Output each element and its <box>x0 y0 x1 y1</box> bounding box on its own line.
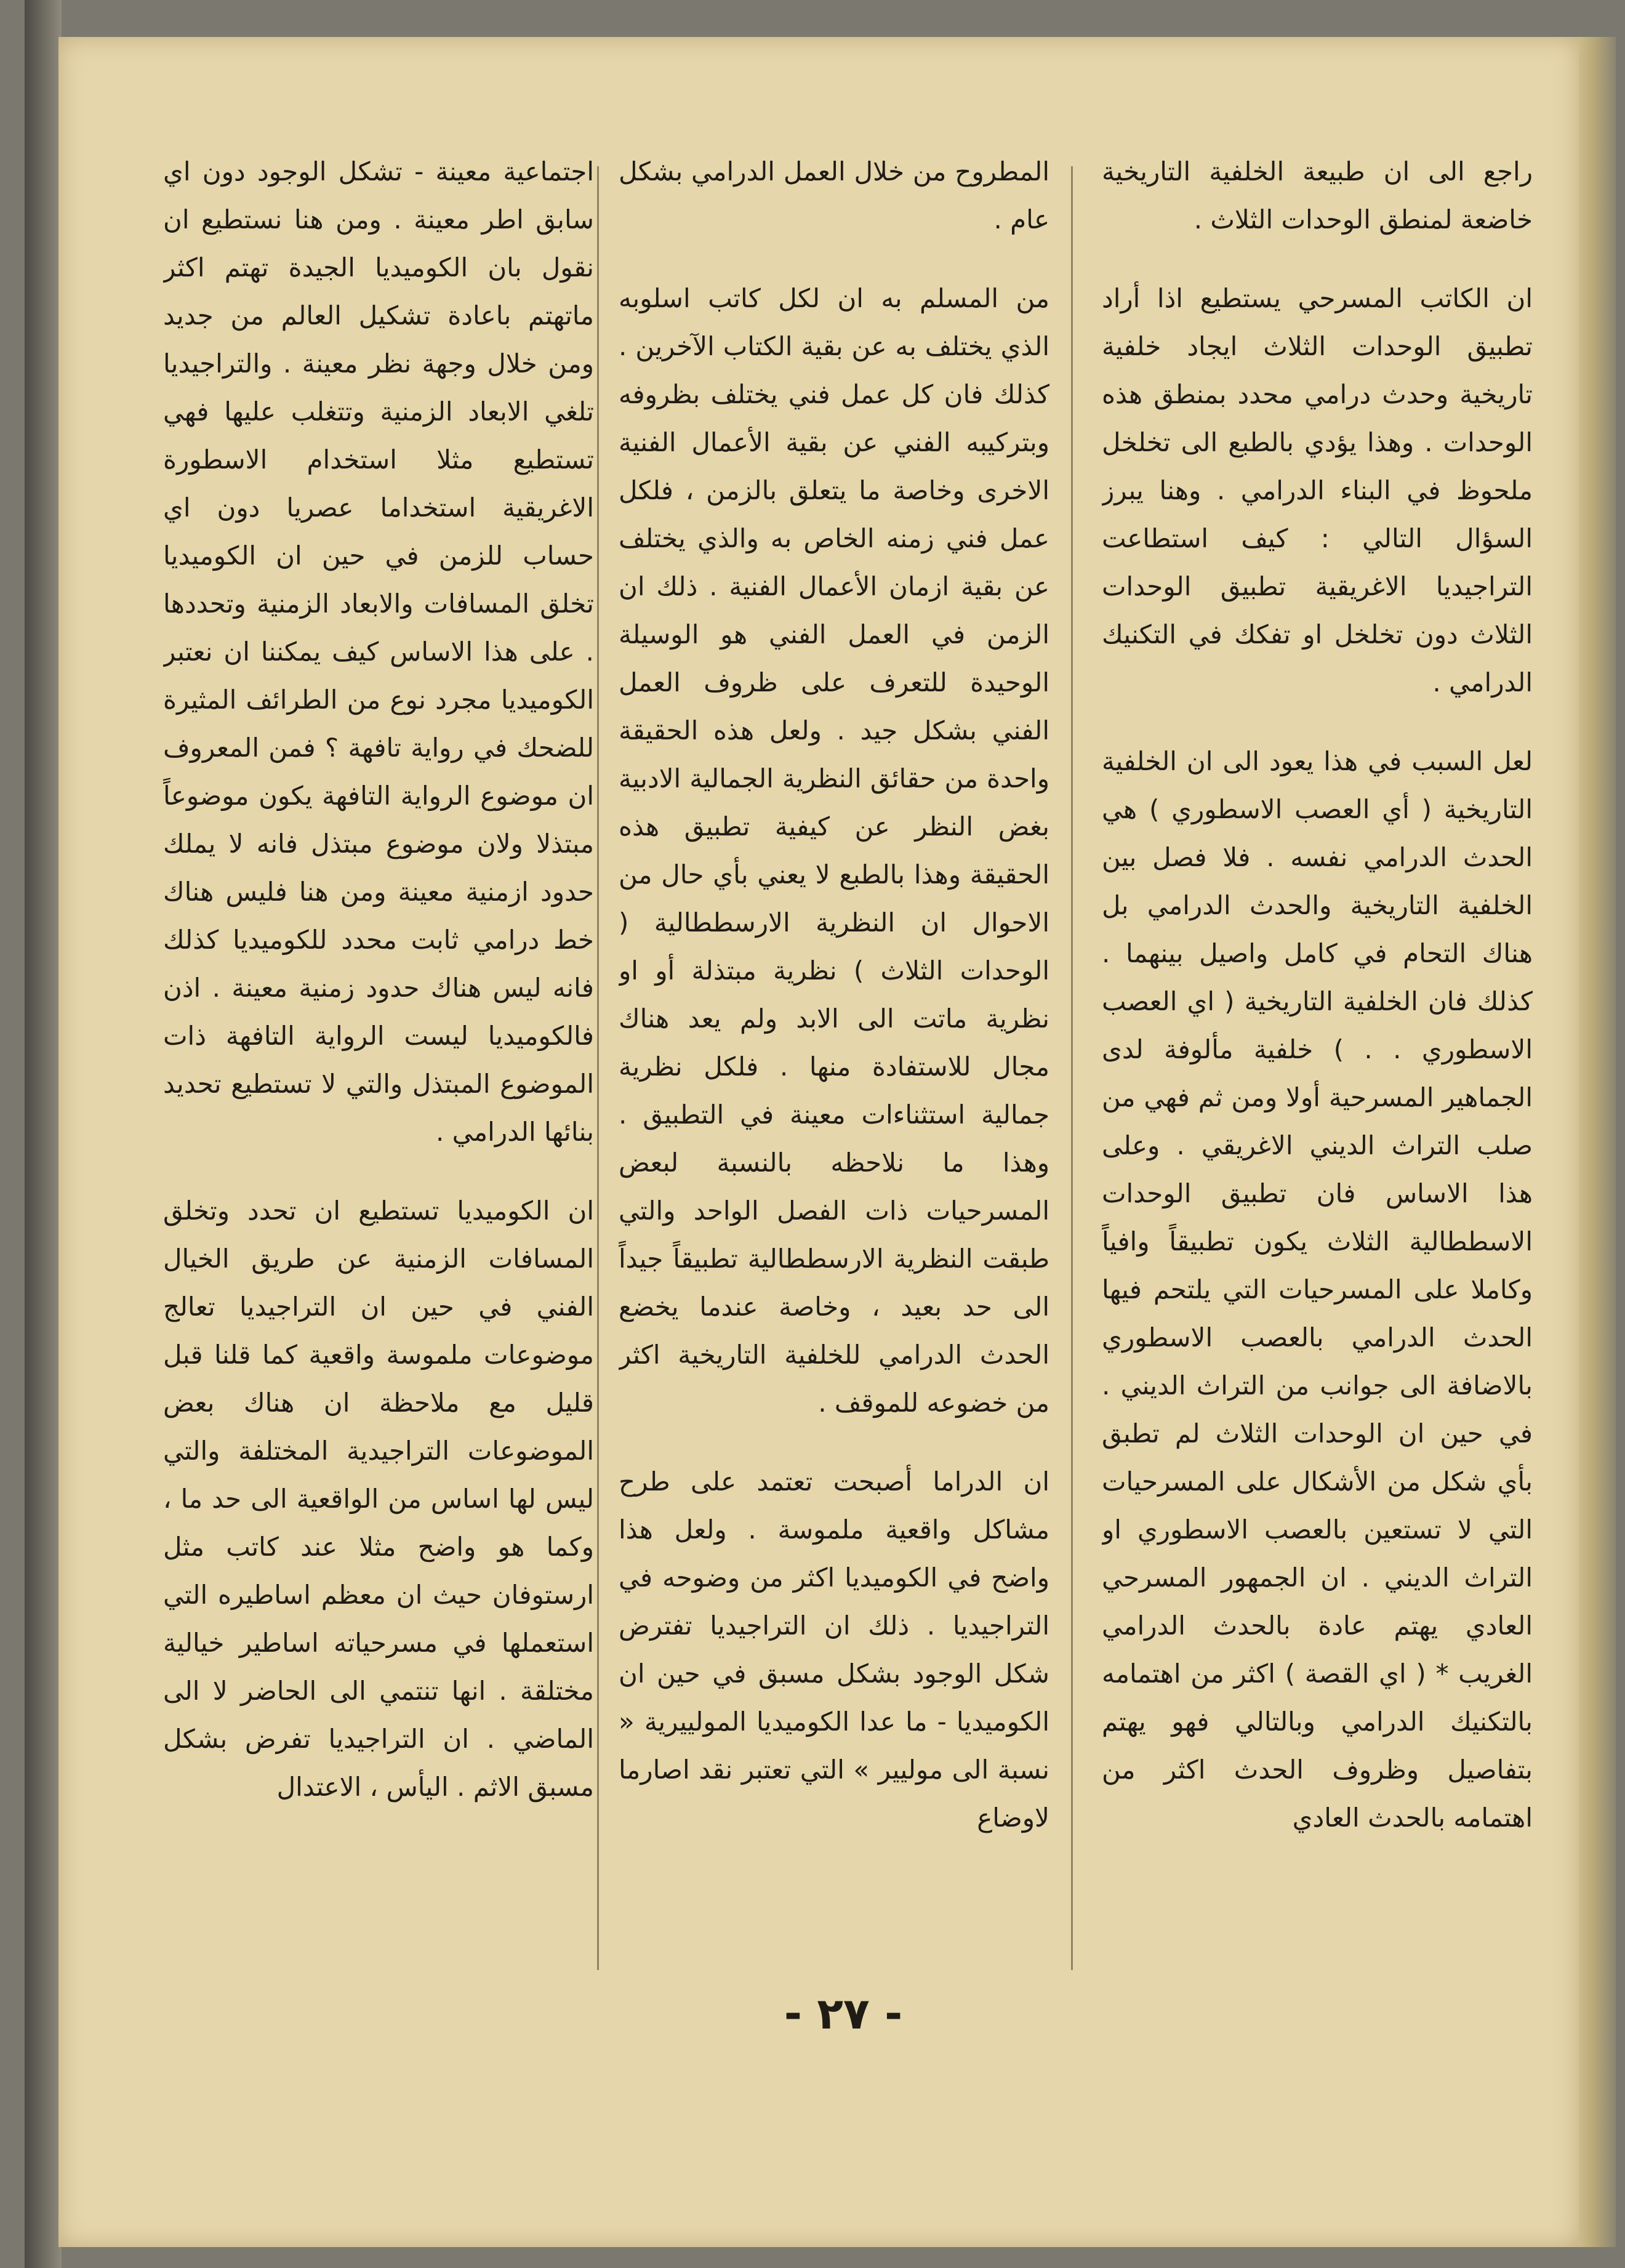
column-middle <box>619 148 1049 1995</box>
paragraph: المطروح من خلال العمل الدرامي بشكل عام . <box>619 156 1049 235</box>
column-divider <box>1071 166 1073 1970</box>
column-divider <box>597 166 599 1970</box>
binding-gutter <box>25 0 62 2268</box>
paragraph: راجع الى ان طبيعة الخلفية التاريخية خاضعة لمنطق الوحدات الثلاث . <box>1102 156 1533 235</box>
page-number: - ٢٧ - <box>784 1989 903 2039</box>
paragraph: ان الكوميديا تستطيع ان تحدد وتخلق المسافات الزمنية عن طريق الخيال الفني في حين ان التراجيديا تعالج موضوعات ملموسة واقعية كما قلنا قبل قليل مع ملاحظة ان هناك بعض الموضوعات التراجيدية المختلفة والتي ليس لها اساس من الواقعية الى حد ما ، وكما هو واضح مثلا عند كاتب مثل ارستوفان حيث ان معظم اساطيره التي استعملها في مسرحياته اساطير خيالية مختلقة . انها تنتمي الى الحاضر لا الى الماضي . ان التراجيديا تفرض بشكل مسبق الاثم . اليأس ، الاعتدال <box>163 1196 594 1802</box>
column-right <box>1102 148 1533 1995</box>
page-edges <box>1579 37 1616 2247</box>
paragraph: ان الكاتب المسرحي يستطيع اذا أراد تطبيق الوحدات الثلاث ايجاد خلفية تاريخية وحدث درامي محدد بمنطق هذه الوحدات . وهذا يؤدي بالطبع الى تخلخل ملحوظ في البناء الدرامي . وهنا يبرز السؤال التالي : كيف استطاعت التراجيديا الاغريقية تطبيق الوحدات الثلاث دون تخلخل او تفكك في التكنيك الدرامي . <box>1102 283 1533 698</box>
column-left <box>163 148 594 1995</box>
paragraph: من المسلم به ان لكل كاتب اسلوبه الذي يختلف به عن بقية الكتاب الآخرين . كذلك فان كل عمل فني يختلف بظروفه وبتركيبه الفني عن بقية الأعمال الفنية الاخرى وخاصة ما يتعلق بالزمن ، فلكل عمل فني زمنه الخاص به والذي يختلف عن بقية ازمان الأعمال الفنية . ذلك ان الزمن في العمل الفني هو الوسيلة الوحيدة للتعرف على ظروف العمل الفني بشكل جيد . ولعل هذه الحقيقة واحدة من حقائق النظرية الجمالية الادبية بغض النظر عن كيفية تطبيق هذه الحقيقة وهذا بالطبع لا يعني بأي حال من الاحوال ان النظرية الارسططالية ( الوحدات الثلاث ) نظرية مبتذلة أو او نظرية ماتت الى الابد ولم يعد هناك مجال للاستفادة منها . فلكل نظرية جمالية استثناءات معينة في التطبيق . وهذا ما نلاحظه بالنسبة لبعض المسرحيات ذات الفصل الواحد والتي طبقت النظرية الارسططالية تطبيقاً جيداً الى حد بعيد ، وخاصة عندما يخضع الحدث الدرامي للخلفية التاريخية اكثر من خضوعه للموقف . <box>619 283 1049 1418</box>
paragraph: لعل السبب في هذا يعود الى ان الخلفية التاريخية ( أي العصب الاسطوري ) هي الحدث الدرامي نفسه . فلا فصل بين الخلفية التاريخية والحدث الدرامي بل هناك التحام في كامل واصيل بينهما . كذلك فان الخلفية التاريخية ( اي العصب الاسطوري . . ) خلفية مألوفة لدى الجماهير المسرحية أولا ومن ثم فهي من صلب التراث الديني الاغريقي . وعلى هذا الاساس فان تطبيق الوحدات الاسططالية الثلاث يكون تطبيقاً وافياً وكاملا على المسرحيات التي يلتحم فيها الحدث الدرامي بالعصب الاسطوري بالاضافة الى جوانب من التراث الديني . في حين ان الوحدات الثلاث لم تطبق بأي شكل من الأشكال على المسرحيات التي لا تستعين بالعصب الاسطوري او التراث الديني . ان الجمهور المسرحي العادي يهتم عادة بالحدث الدرامي الغريب * ( اي القصة ) اكثر من اهتمامه بالتكنيك الدرامي وبالتالي فهو يهتم بتفاصيل وظروف الحدث اكثر من اهتمامه بالحدث العادي <box>1102 746 1533 1833</box>
paragraph: اجتماعية معينة - تشكل الوجود دون اي سابق اطر معينة . ومن هنا نستطيع ان نقول بان الكوميديا الجيدة تهتم اكثر ماتهتم باعادة تشكيل العالم من جديد ومن خلال وجهة نظر معينة . والتراجيديا تلغي الابعاد الزمنية وتتغلب عليها فهي تستطيع مثلا استخدام الاسطورة الاغريقية استخداما عصريا دون اي حساب للزمن في حين ان الكوميديا تخلق المسافات والابعاد الزمنية وتحددها . على هذا الاساس كيف يمكننا ان نعتبر الكوميديا مجرد نوع من الطرائف المثيرة للضحك في رواية تافهة ؟ فمن المعروف ان موضوع الرواية التافهة يكون موضوعاً مبتذلا ولان موضوع مبتذل فانه لا يملك حدود ازمنية معينة ومن هنا فليس هناك خط درامي ثابت محدد للكوميديا كذلك فانه ليس هناك حدود زمنية معينة . اذن فالكوميديا ليست الرواية التافهة ذات الموضوع المبتذل والتي لا تستطيع تحديد بنائها الدرامي . <box>163 156 594 1147</box>
paragraph: ان الدراما أصبحت تعتمد على طرح مشاكل واقعية ملموسة . ولعل هذا واضح في الكوميديا اكثر من وضوحه في التراجيديا . ذلك ان التراجيديا تفترض شكل الوجود بشكل مسبق في حين ان الكوميديا - ما عدا الكوميديا المولييرية « نسبة الى موليير » التي تعتبر نقد اصارما لاوضاع <box>619 1466 1049 1833</box>
